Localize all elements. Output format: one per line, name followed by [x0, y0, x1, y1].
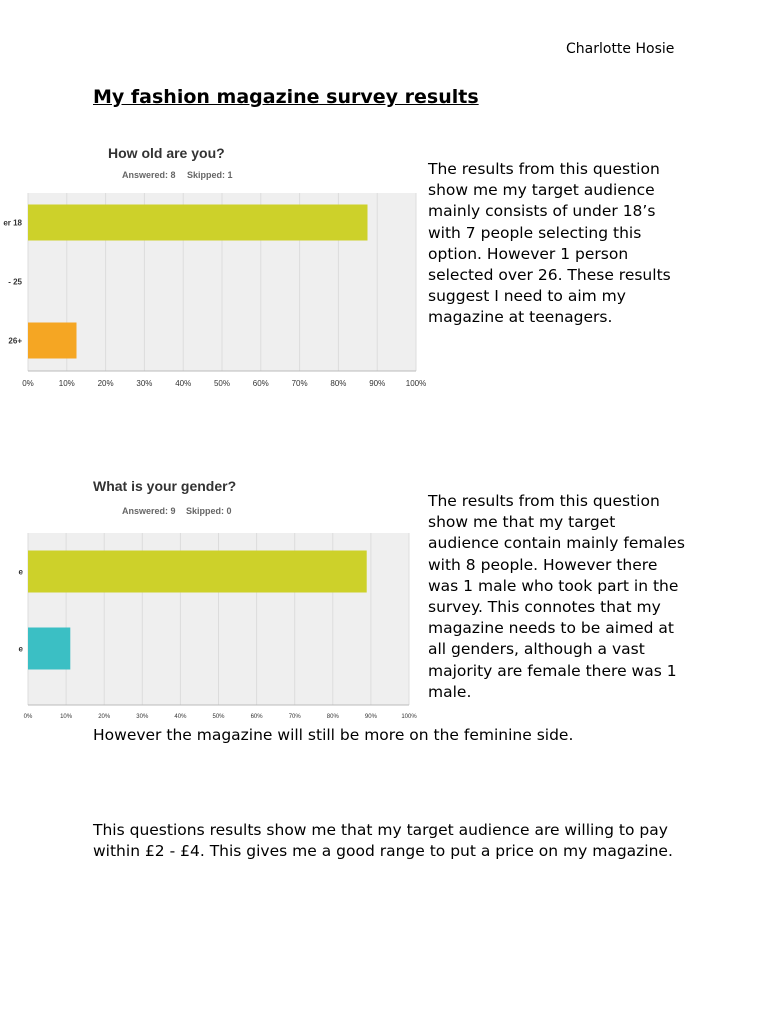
- age-results-paragraph: The results from this question show me my target audience mainly consists of under 18’s with 7 people selecting this option. However 1 person selected over 26. These results suggest I need to aim my magazine at teenagers.: [428, 160, 671, 327]
- category-label: e: [18, 644, 23, 654]
- author-name: Charlotte Hosie: [566, 41, 675, 57]
- bar: [28, 628, 70, 670]
- x-tick-label: 40%: [174, 714, 187, 720]
- answered-count: Answered: 9: [122, 506, 176, 516]
- skipped-count: Skipped: 1: [187, 170, 233, 180]
- category-label: 26+: [8, 336, 22, 346]
- x-tick-label: 70%: [291, 379, 308, 388]
- x-tick-label: 90%: [369, 379, 386, 388]
- x-tick-label: 50%: [212, 714, 225, 720]
- age-chart: [0, 140, 427, 402]
- x-tick-label: 50%: [213, 379, 231, 388]
- chart-title: What is your gender?: [93, 478, 237, 494]
- x-tick-label: 70%: [288, 714, 301, 720]
- bar: [28, 551, 367, 593]
- x-tick-label: 0%: [23, 714, 33, 720]
- x-tick-label: 30%: [136, 379, 153, 388]
- bar: [28, 323, 77, 359]
- document-title: My fashion magazine survey results: [93, 86, 479, 108]
- x-tick-label: 100%: [401, 714, 417, 720]
- x-tick-label: 60%: [250, 714, 263, 720]
- x-tick-label: 40%: [175, 379, 192, 388]
- bar: [28, 205, 368, 241]
- x-tick-label: 20%: [98, 714, 111, 720]
- x-tick-label: 30%: [136, 714, 149, 720]
- answered-count: Answered: 8: [122, 170, 176, 180]
- x-tick-label: 20%: [97, 379, 114, 388]
- x-tick-label: 80%: [326, 714, 339, 720]
- x-tick-label: 60%: [252, 379, 269, 388]
- chart-title: How old are you?: [108, 145, 225, 161]
- category-label: er 18: [3, 218, 22, 228]
- gender-results-continued: However the magazine will still be more on the feminine side.: [93, 726, 574, 744]
- category-label: e: [18, 567, 23, 577]
- x-tick-label: 10%: [58, 379, 75, 388]
- gender-chart-svg: [0, 476, 417, 721]
- gender-chart: [0, 476, 417, 721]
- x-tick-label: 80%: [330, 379, 347, 388]
- x-tick-label: 10%: [60, 714, 73, 720]
- price-results-paragraph: This questions results show me that my target audience are willing to pay within £2 - £4. This gives me a good range to put a price on my magazine.: [93, 821, 673, 861]
- x-tick-label: 100%: [405, 379, 427, 388]
- category-label: - 25: [8, 277, 22, 287]
- gender-results-paragraph: The results from this question show me that my target audience contain mainly females with 8 people. However there was 1 male who took part in the survey. This connotes that my magazine needs to be aimed at all genders, although a vast majority are female there was 1 male.: [428, 492, 685, 701]
- skipped-count: Skipped: 0: [186, 506, 232, 516]
- x-tick-label: 90%: [364, 714, 377, 720]
- x-tick-label: 0%: [22, 379, 34, 388]
- age-chart-svg: [0, 140, 427, 402]
